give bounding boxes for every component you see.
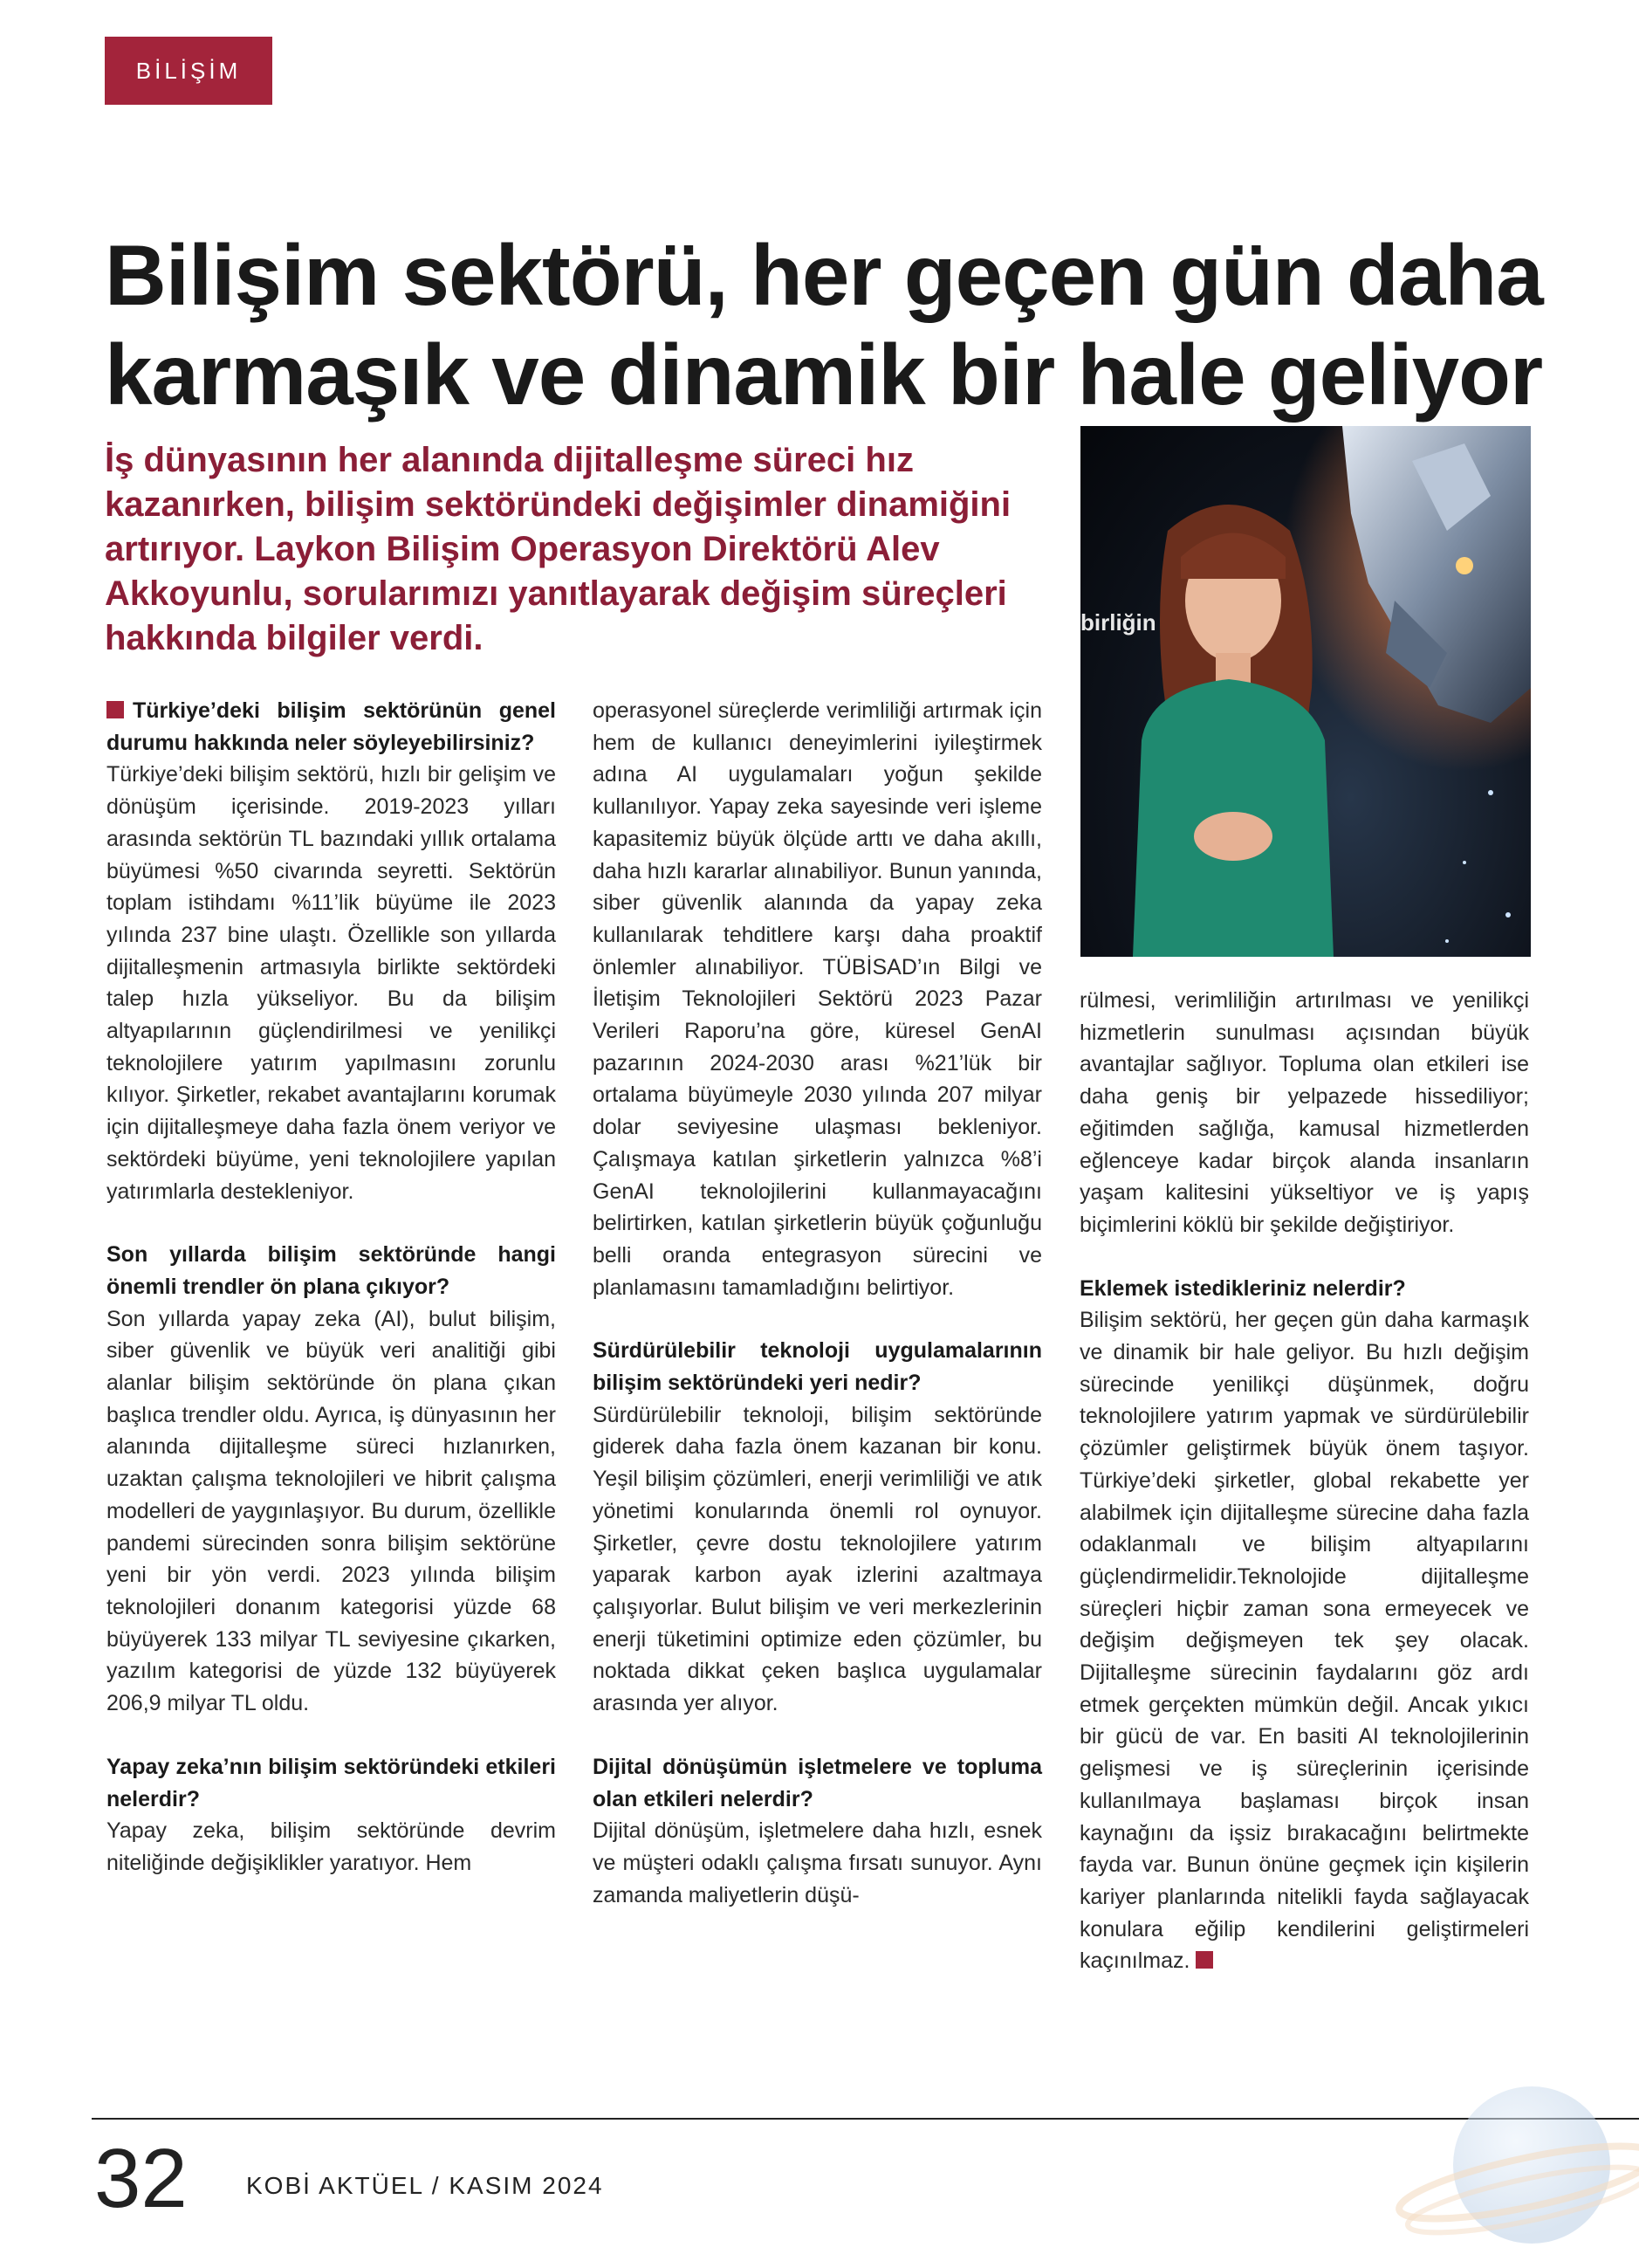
question: Dijital dönüşümün işletmelere ve topluma olan etkileri nelerdir? — [593, 1754, 1042, 1811]
publication-info: KOBİ AKTÜEL / KASIM 2024 — [246, 2172, 604, 2199]
photo-backdrop-text: birliğin — [1080, 609, 1156, 636]
question: Eklemek istedikleriniz nelerdir? — [1080, 1275, 1406, 1301]
answer: Son yıllarda yapay zeka (AI), bulut bilişim, siber güvenlik ve büyük veri analitiği gibi alanlar bilişim sektöründe ön plana çıkan başlıca trendler oldu. Ayrıca, iş dünyasının her alanında dijitalleşme süreci hızlanırken, uzaktan çalışma teknolojileri ve hibrit çalışma modelleri de yaygınlaşıyor. Bu durum, özellikle pandemi sürecinden sonra bilişim sektörüne yeni bir yön verdi. 2023 yılında bilişim teknolojileri donanım kategorisi yüzde 68 büyüyerek 133 milyar TL seviyesine çıkarken, yazılım kategorisi de yüzde 132 büyüyerek 206,9 milyar TL oldu. — [106, 1306, 556, 1716]
planet-decoration-icon — [1379, 2052, 1639, 2268]
portrait-illustration — [1080, 426, 1531, 957]
section-tag — [105, 37, 272, 105]
answer: rülmesi, verimliliğin artırılması ve yenilikçi hizmetlerin sunulması açısından büyük avantajlar sağlıyor. Topluma olan etkileri ise daha geniş bir yelpazede hissediliyor; eğitimden sağlığa, kamusal hizmetlerden eğlenceye kadar birçok alanda insanların yaşam kalitesini yükseltiyor ve iş yapış biçimlerini köklü bir şekilde değiştiriyor. — [1080, 988, 1529, 1237]
question: Yapay zeka’nın bilişim sektöründeki etkileri nelerdir? — [106, 1754, 556, 1811]
article-lead: İş dünyasının her alanında dijitalleşme süreci hız kazanırken, bilişim sektöründeki değişimler dinamiğini artırıyor. Laykon Bilişim Operasyon Direktörü Alev Akkoyunlu, sorularımızı yanıtlayarak değişim süreçleri hakkında bilgiler verdi. — [105, 441, 1012, 657]
answer: Yapay zeka, bilişim sektöründe devrim niteliğinde değişiklikler yaratıyor. Hem — [106, 1818, 556, 1875]
section-tag-label: BİLİŞİM — [135, 57, 242, 84]
question: Türkiye’deki bilişim sektörünün genel durumu hakkında neler söyleyebilirsiniz? — [106, 698, 556, 755]
end-mark-square-icon — [1196, 1951, 1213, 1969]
answer: Bilişim sektörü, her geçen gün daha karmaşık ve dinamik bir hale geliyor. Bu hızlı değişim sürecinde yenilikçi düşünmek, doğru teknolojilere yatırım yapmak ve sürdürülebilir çözümler geliştirmek büyük önem taşıyor. Türkiye’deki şirketler, global rekabette yer alabilmek için dijitalleşme sürecine daha fazla odaklanmalı ve bilişim altyapılarını güçlendirmelidir.Teknolojide dijitalleşme süreçleri hiçbir zaman sona ermeyecek ve değişim değişmeyen tek şey olacak. Dijitalleşme sürecinin faydalarını göz ardı etmek gerçekten mümkün değil. Ancak yıkıcı bir gücü de var. En basiti AI teknolojilerinin gelişmesi ve iş süreçlerinin içerisinde kullanılmaya başlaması birçok insan kaynağını da işsiz bırakacağını belirtmekte fayda var. Bunun önüne geçmek için kişilerin kariyer planlarında nitelikli fayda sağlayacak konulara eğilip kendilerini geliştirmeleri kaçınılmaz. — [1080, 1308, 1529, 1974]
article-column-3 — [1080, 985, 1529, 1977]
question: Sürdürülebilir teknoloji uygulamalarının bilişim sektöründeki yeri nedir? — [593, 1338, 1042, 1396]
answer: Sürdürülebilir teknoloji, bilişim sektöründe giderek daha fazla önem kazanan bir konu. Yeşil bilişim çözümleri, enerji verimliliği ve atık yönetimi konularında önemli rol oynuyor. Şirketler, çevre dostu teknolojilere yatırım yaparak karbon ayak izlerini azaltmaya çalışıyorlar. Bulut bilişim ve veri merkezlerinin enerji tüketimini optimize eden çözümler, bu noktada dikkat çeken başlıca uygulamalar arasında yer alıyor. — [593, 1402, 1042, 1716]
answer: Türkiye’deki bilişim sektörü, hızlı bir gelişim ve dönüşüm içerisinde. 2019-2023 yılları arasında sektörün TL bazındaki yıllık ortalama büyümesi %50 civarında seyretti. Sektörün toplam istihdamı %11’lik büyüme ile 2023 yılında 237 bine ulaştı. Özellikle son yıllarda dijitalleşmenin artmasıyla birlikte sektördeki talep hızla yükseliyor. Bu da bilişim altyapılarının güçlendirilmesi ve yenilikçi teknolojilere yatırım yapılmasını zorunlu kılıyor. Şirketler, rekabet avantajlarını korumak için dijitalleşmeye daha fazla önem veriyor ve sektördeki büyüme, yeni teknolojilere yapılan yatırımlarla destekleniyor. — [106, 762, 556, 1204]
article-headline: Bilişim sektörü, her geçen gün daha karmaşık ve dinamik bir hale geliyor — [105, 227, 1543, 423]
page-number: 32 — [94, 2132, 188, 2225]
article-column-2 — [593, 695, 1042, 1911]
answer: Dijital dönüşüm, işletmelere daha hızlı, esnek ve müşteri odaklı çalışma fırsatı sunuyor. Aynı zamanda maliyetlerin düşü- — [593, 1818, 1042, 1907]
bullet-square-icon — [106, 701, 124, 718]
question: Son yıllarda bilişim sektöründe hangi önemli trendler ön plana çıkıyor? — [106, 1242, 556, 1299]
article-column-1 — [106, 695, 556, 1880]
answer: operasyonel süreçlerde verimliliği artırmak için hem de kullanıcı deneyimlerini iyileştirmek adına AI uygulamaları yoğun şekilde kullanılıyor. Yapay zeka sayesinde veri işleme kapasitemiz büyük ölçüde arttı ve daha akıllı, daha hızlı kararlar alınabiliyor. Bunun yanında, siber güvenlik alanında da yapay zeka kullanılarak tehditlere karşı daha proaktif önlemler alınabiliyor. TÜBİSAD’ın Bilgi ve İletişim Teknolojileri Sektörü 2023 Pazar Verileri Raporu’na göre, küresel GenAI pazarının 2024-2030 arası %21’lük bir ortalama büyümeyle 2030 yılında 207 milyar dolar seviyesine ulaşması bekleniyor. Çalışmaya katılan şirketlerin yalnızca %8’i GenAI teknolojilerini kullanmayacağını belirtirken, katılan şirketlerin büyük çoğunluğu belli oranda entegrasyon sürecini ve planlamasını tamamladığını belirtiyor. — [593, 698, 1042, 1300]
interviewee-photo — [1080, 426, 1531, 957]
